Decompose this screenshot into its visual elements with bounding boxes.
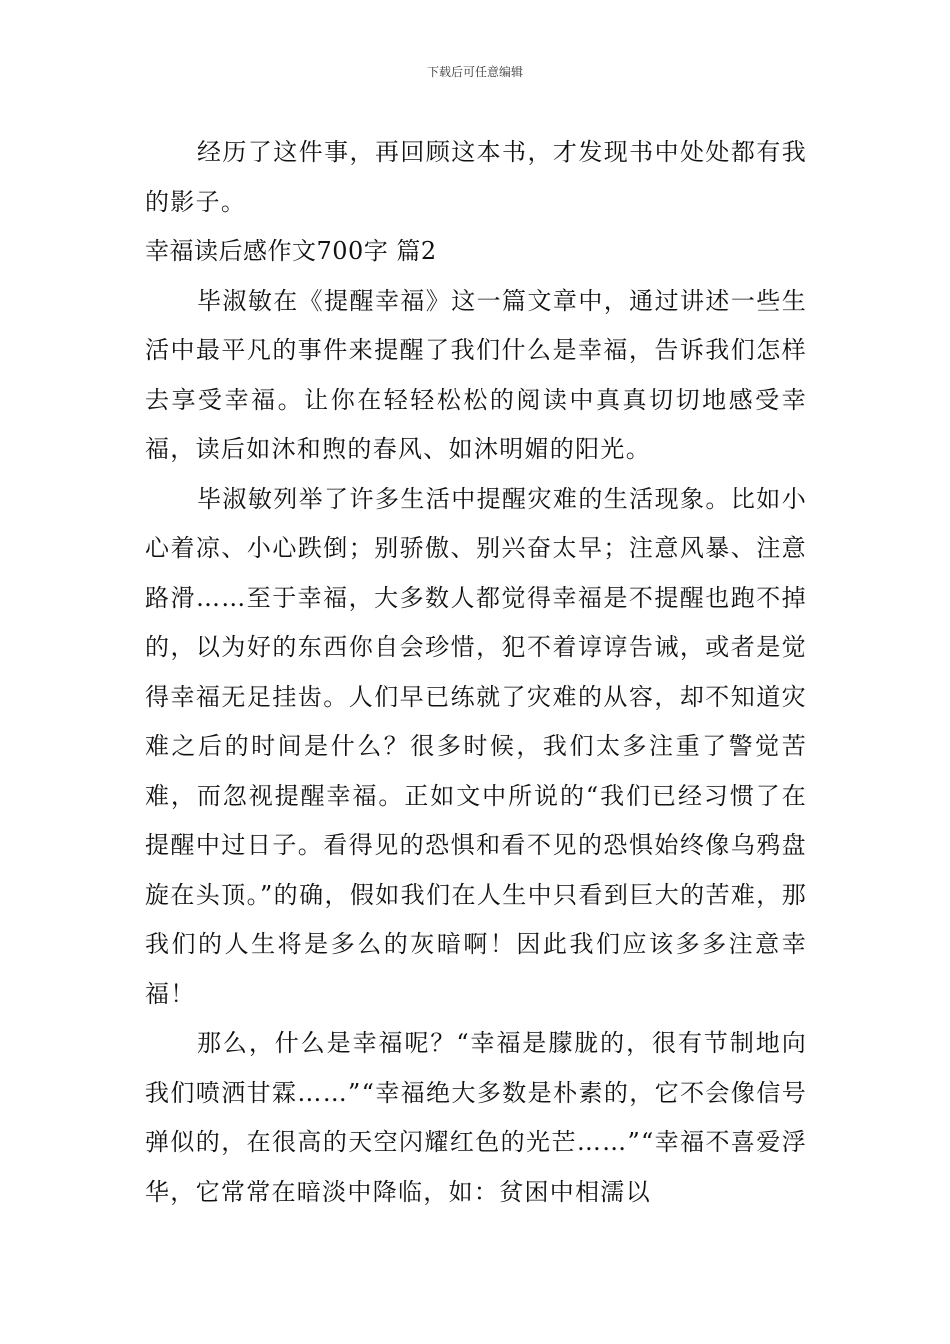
paragraph-3: 那么，什么是幸福呢？“幸福是朦胧的，很有节制地向我们喷洒甘霖……”“幸福绝大多数是朴素的，它不会像信号弹似的，在很高的天空闪耀红色的光芒……”“幸福不喜爱浮华，它常常在暗淡中降临，如：贫困中相濡以 — [145, 1029, 807, 1206]
document-body — [145, 128, 807, 1217]
section-title: 幸福读后感作文700字 篇2 — [145, 237, 437, 265]
paragraph-2: 毕淑敏列举了许多生活中提醒灾难的生活现象。比如小心着凉、小心跌倒；别骄傲、别兴奋太早；注意风暴、注意路滑……至于幸福，大多数人都觉得幸福是不提醒也跑不掉的，以为好的东西你自会珍惜，犯不着谆谆告诫，或者是觉得幸福无足挂齿。人们早已练就了灾难的从容，却不知道灾难之后的时间是什么？很多时候，我们太多注重了警觉苦难，而忽视提醒幸福。正如文中所说的“我们已经习惯了在提醒中过日子。看得见的恐惧和看不见的恐惧始终像乌鸦盘旋在头顶。”的确，假如我们在人生中只看到巨大的苦难，那我们的人生将是多么的灰暗啊！因此我们应该多多注意幸福！ — [145, 484, 807, 1008]
paragraph-continued: 经历了这件事，再回顾这本书，才发现书中处处都有我的影子。 — [145, 138, 807, 216]
paragraph-1: 毕淑敏在《提醒幸福》这一篇文章中，通过讲述一些生活中最平凡的事件来提醒了我们什么是幸福，告诉我们怎样去享受幸福。让你在轻轻松松的阅读中真真切切地感受幸福，读后如沐和煦的春风、如沐明媚的阳光。 — [145, 286, 807, 463]
page-header: 下载后可任意编辑 — [426, 65, 523, 79]
